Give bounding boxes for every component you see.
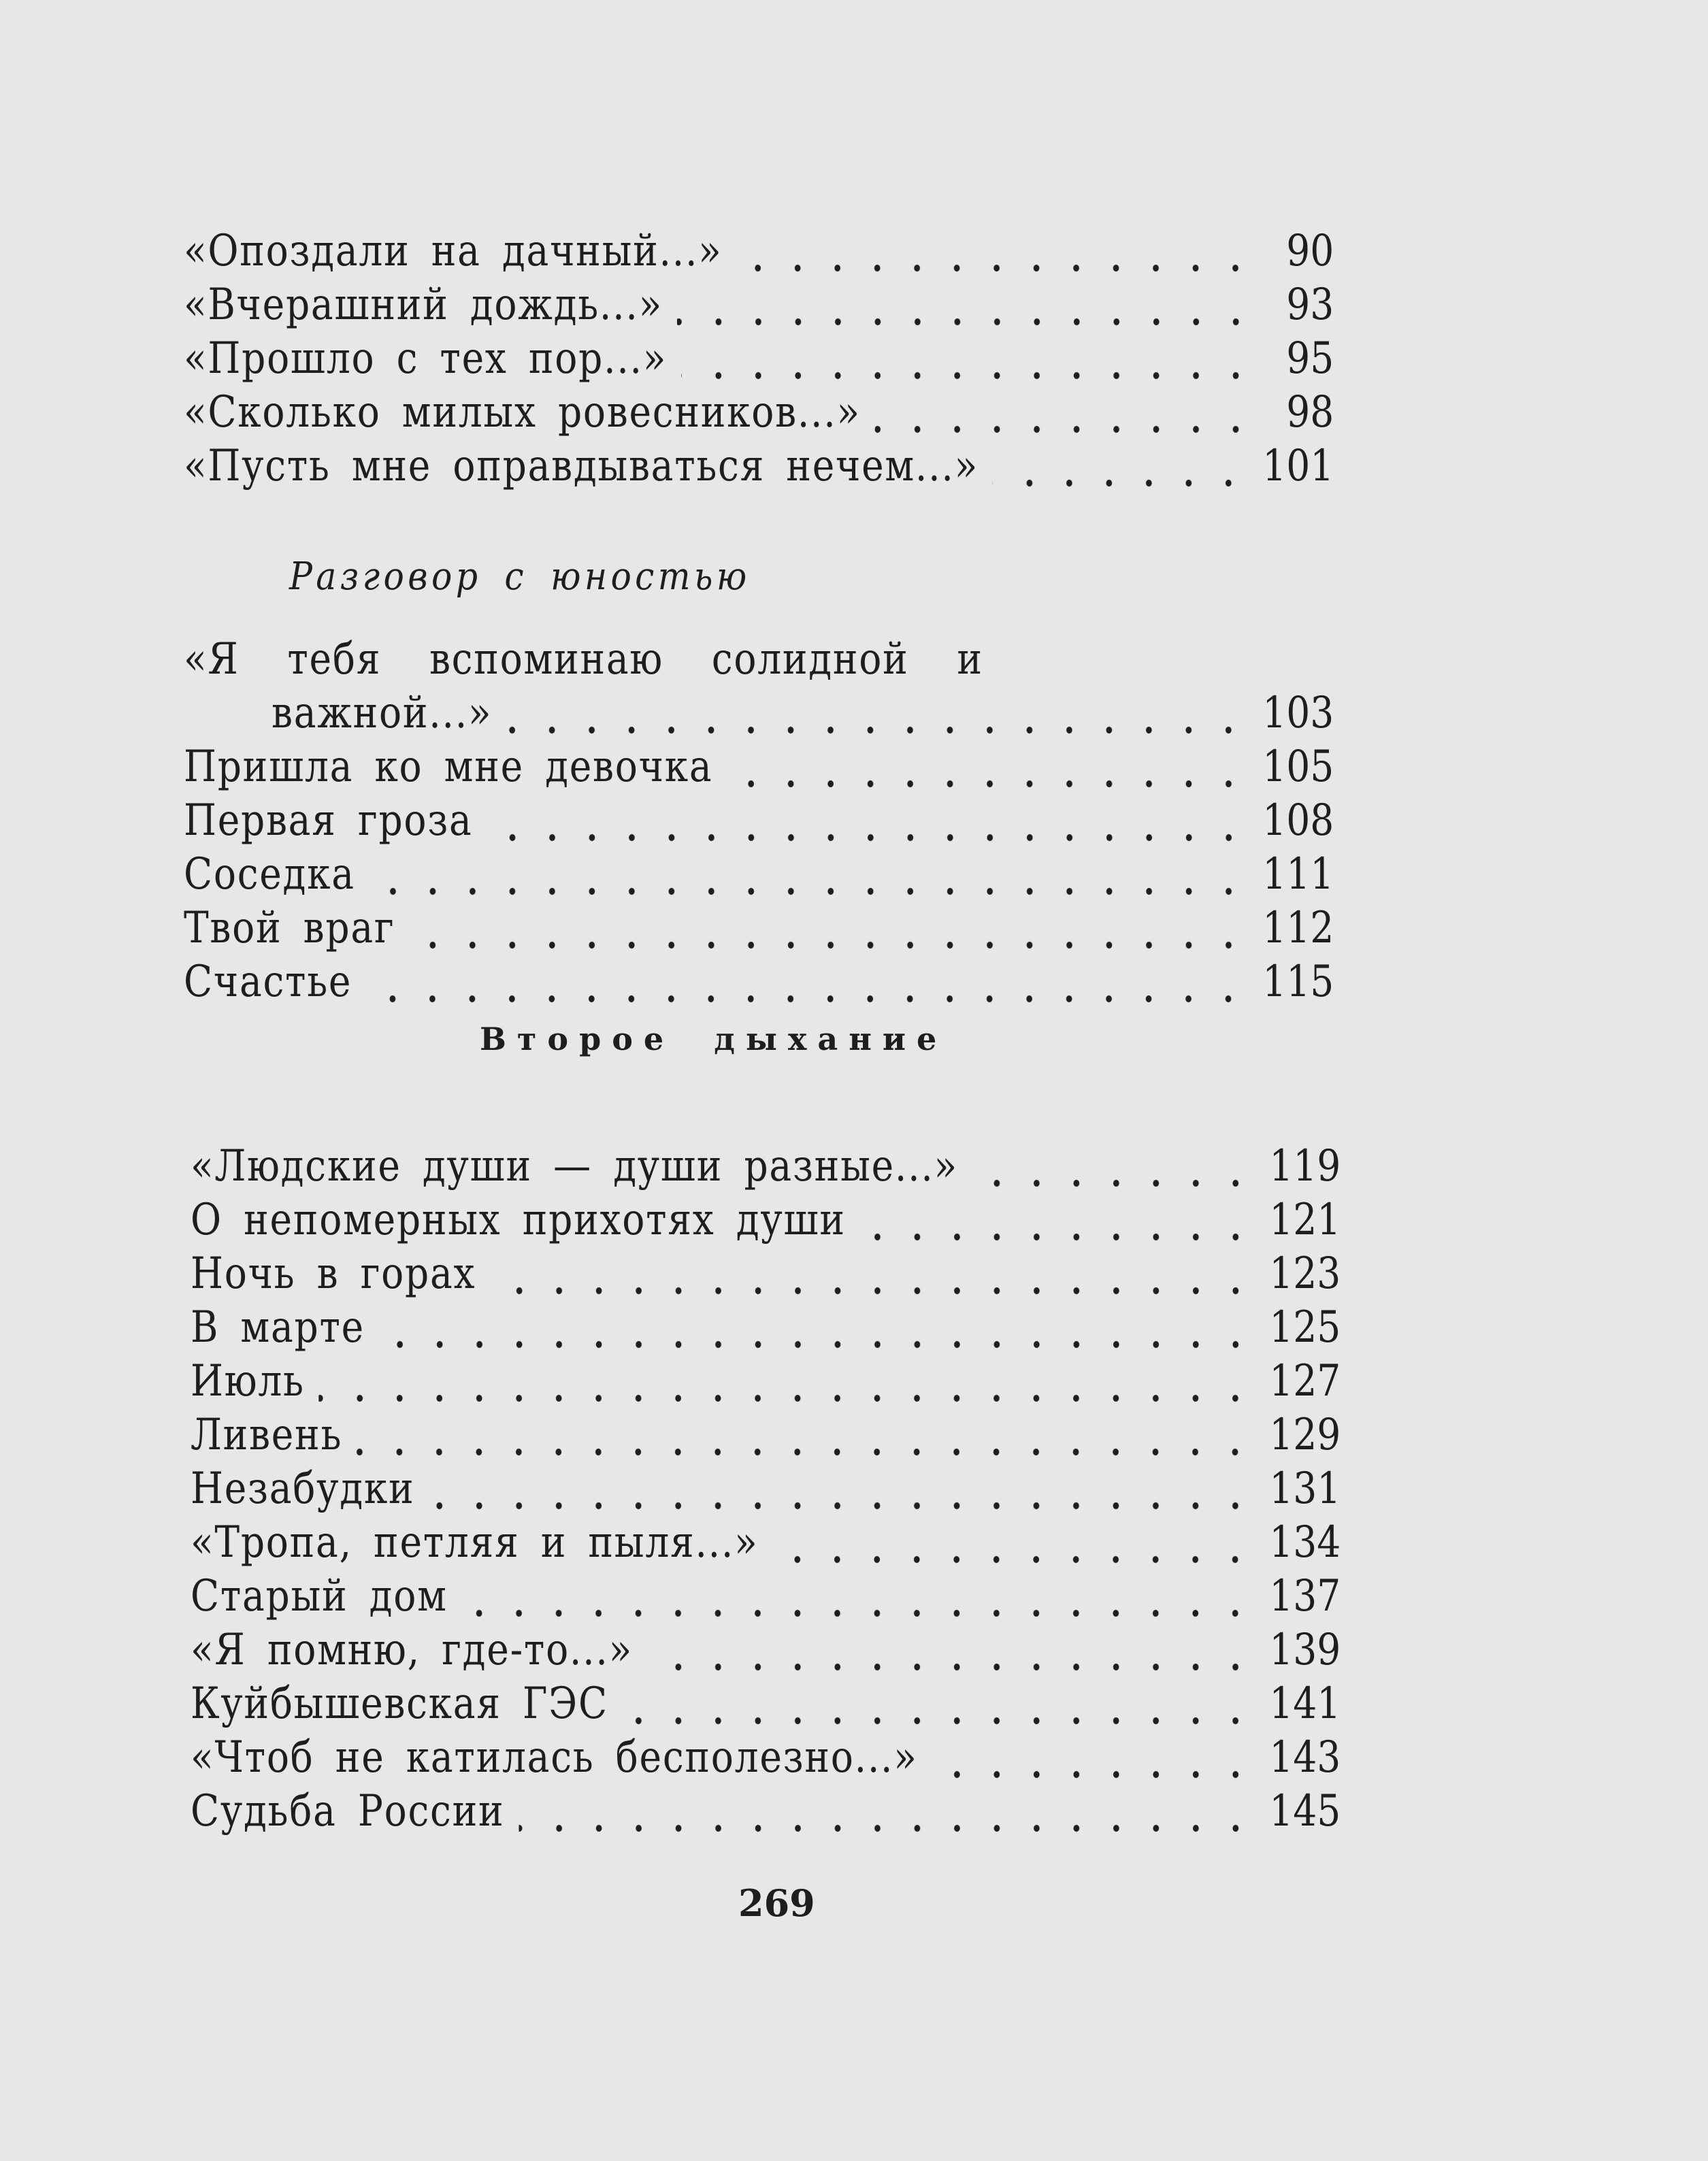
toc-entry-page: 112 [1262, 903, 1334, 953]
toc-entry-title: «Опоздали на дачный...» [184, 226, 723, 276]
dot-leader [677, 278, 1255, 332]
toc-entry-title: Куйбышевская ГЭС [191, 1679, 608, 1729]
toc-entry-page: 115 [1262, 957, 1334, 1007]
toc-entry-page: 134 [1269, 1517, 1341, 1568]
toc-entry-title: «Пусть мне оправдываться нечем...» [184, 441, 979, 491]
dot-leader [681, 332, 1255, 386]
toc-entry [184, 902, 1334, 955]
dot-leader [318, 1355, 1255, 1408]
toc-entry [191, 1462, 1341, 1516]
dot-leader [972, 1140, 1255, 1193]
toc-entry-title: «Тропа, петляя и пыля...» [191, 1517, 759, 1568]
dot-leader [357, 1408, 1255, 1462]
toc-entry-title: Пришла ко мне девочка [184, 742, 713, 792]
section-heading: Второе дыхание [480, 1021, 948, 1057]
toc-entry [184, 740, 1334, 794]
toc-entry-title: «Людские души — души разные...» [191, 1141, 958, 1191]
toc-entry [191, 1301, 1341, 1355]
toc-entry-page: 129 [1269, 1410, 1341, 1460]
toc-entry-title: «Сколько милых ровесников...» [184, 387, 861, 438]
toc-entry-title: «Прошло с тех пор...» [184, 333, 668, 384]
toc-section-3 [191, 1140, 1341, 1838]
toc-entry-page: 123 [1269, 1249, 1341, 1299]
toc-entry-page: 93 [1286, 280, 1334, 330]
toc-entry-line [184, 633, 1334, 687]
toc-entry-title: Судьба России [191, 1786, 505, 1836]
toc-entry-page: 103 [1262, 688, 1334, 738]
toc-entry [191, 1785, 1341, 1838]
toc-entry-page: 95 [1286, 333, 1334, 384]
toc-entry [184, 386, 1334, 440]
dot-leader [622, 1677, 1255, 1731]
dot-leader [366, 955, 1249, 1009]
toc-entry-page: 125 [1269, 1302, 1341, 1353]
dot-leader [369, 848, 1248, 902]
toc-entry [184, 332, 1334, 386]
page-number: 269 [738, 1881, 815, 1925]
toc-entry [191, 1570, 1341, 1623]
toc-entry [184, 794, 1334, 848]
toc-entry [191, 1140, 1341, 1193]
toc-entry [191, 1731, 1341, 1785]
toc-entry-title: О непомерных прихотях души [191, 1195, 846, 1245]
toc-entry-page: 111 [1262, 849, 1334, 900]
toc-entry [184, 687, 1334, 740]
toc-section-2 [184, 633, 1334, 1009]
toc-entry [191, 1677, 1341, 1731]
toc-entry-title: «Вчерашний дождь...» [184, 280, 663, 330]
dot-leader [461, 1570, 1255, 1623]
toc-entry-title: Старый дом [191, 1571, 448, 1621]
toc-entry-page: 137 [1269, 1571, 1341, 1621]
toc-entry-title: Счастье [184, 957, 352, 1007]
toc-entry-page: 121 [1269, 1195, 1341, 1245]
toc-entry-page: 143 [1269, 1732, 1341, 1783]
toc-entry [184, 440, 1334, 493]
dot-leader [379, 1301, 1255, 1355]
toc-entry-page: 108 [1262, 795, 1334, 846]
toc-entry-title: важной...» [272, 688, 493, 738]
dot-leader [429, 1462, 1255, 1516]
toc-entry-page: 98 [1286, 387, 1334, 438]
toc-entry [184, 848, 1334, 902]
toc-entry-title: Соседка [184, 849, 355, 900]
toc-entry-page: 145 [1269, 1786, 1341, 1836]
toc-entry-page: 131 [1269, 1464, 1341, 1514]
toc-entry-page: 119 [1269, 1141, 1341, 1191]
toc-entry-page: 101 [1262, 441, 1334, 491]
toc-entry-page: 141 [1269, 1679, 1341, 1729]
toc-entry-page: 139 [1269, 1625, 1341, 1675]
toc-entry-page: 105 [1262, 742, 1334, 792]
toc-entry [191, 1355, 1341, 1408]
toc-entry [191, 1623, 1341, 1677]
toc-entry-title: Твой враг [184, 903, 395, 953]
toc-entry [191, 1193, 1341, 1247]
toc-entry [184, 278, 1334, 332]
section-heading: Разговор с юностью [289, 555, 751, 599]
dot-leader [993, 440, 1249, 493]
toc-entry-title: «Я тебя вспоминаю солидной и [184, 634, 983, 684]
dot-leader [874, 386, 1255, 440]
toc-entry-page: 127 [1269, 1356, 1341, 1406]
toc-section-1 [184, 225, 1334, 493]
dot-leader [727, 740, 1249, 794]
toc-entry-page: 90 [1286, 226, 1334, 276]
toc-entry-title: В марте [191, 1302, 365, 1353]
toc-entry [191, 1516, 1341, 1570]
dot-leader [506, 687, 1249, 740]
dot-leader [519, 1785, 1255, 1838]
toc-entry-title: «Я помню, где-то...» [191, 1625, 633, 1675]
dot-leader [932, 1731, 1255, 1785]
toc-entry [184, 955, 1334, 1009]
toc-entry [184, 225, 1334, 278]
toc-entry-title: Июль [191, 1356, 305, 1406]
toc-entry-title: «Чтоб не катилась бесполезно...» [191, 1732, 918, 1783]
dot-leader [490, 1247, 1255, 1301]
dot-leader [736, 225, 1255, 278]
toc-entry-title: Незабудки [191, 1464, 415, 1514]
dot-leader [772, 1516, 1255, 1570]
dot-leader [647, 1623, 1255, 1677]
toc-entry-title: Первая гроза [184, 795, 473, 846]
toc-entry-title: Ливень [191, 1410, 343, 1460]
dot-leader [487, 794, 1248, 848]
toc-entry-title: Ночь в горах [191, 1249, 476, 1299]
dot-leader [859, 1193, 1255, 1247]
toc-entry [191, 1247, 1341, 1301]
toc-entry [191, 1408, 1341, 1462]
dot-leader [409, 902, 1249, 955]
